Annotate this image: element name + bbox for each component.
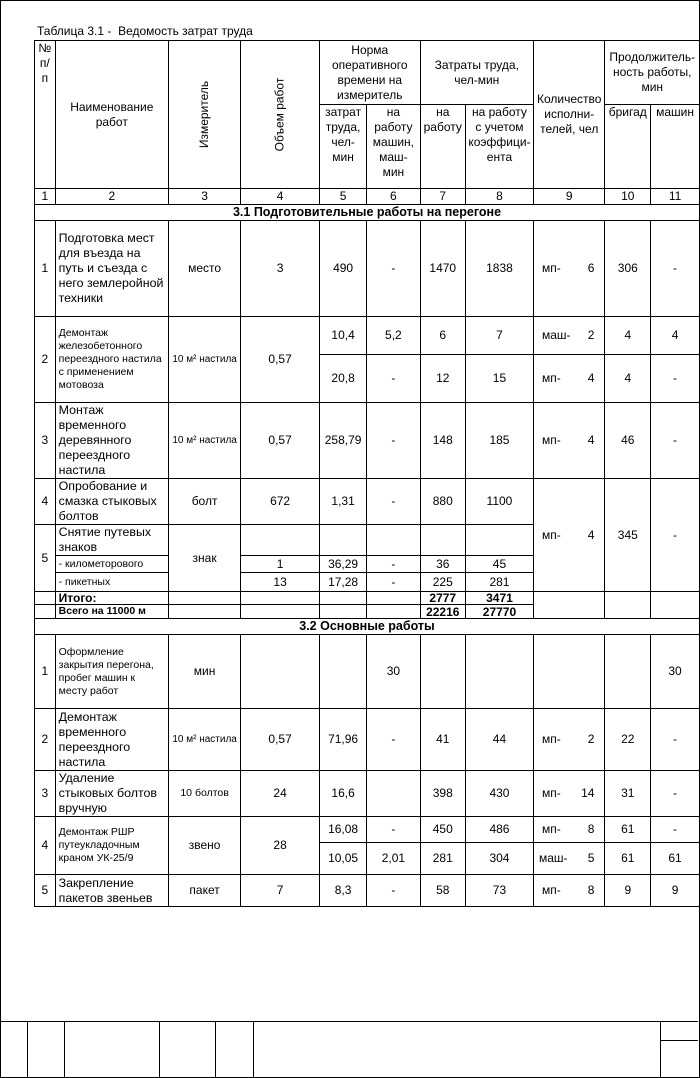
cost-work: 36 <box>420 556 465 573</box>
row-number: 4 <box>35 479 56 525</box>
workers-count: мп- 14 <box>533 771 605 817</box>
work-unit: звено <box>168 817 240 875</box>
work-name: Демонтаж РШР путеукладочным краном УК-25/9 <box>55 817 168 875</box>
column-number: 6 <box>367 189 420 205</box>
norm-machines: - <box>367 556 420 573</box>
duration-machines: - <box>651 709 700 771</box>
total-cost-work: 2777 <box>420 592 465 605</box>
duration-machines: - <box>651 355 700 403</box>
norm-labor: 20,8 <box>319 355 366 403</box>
workers-count: мп- 8 <box>533 817 605 843</box>
column-number: 4 <box>241 189 320 205</box>
work-unit: болт <box>168 479 240 525</box>
header-cost-coef: на работу с учетом коэффици-ента <box>465 105 533 189</box>
column-numbers-row <box>35 189 700 205</box>
cost-coef: 430 <box>465 771 533 817</box>
row-number: 1 <box>35 635 56 709</box>
cost-coef: 486 <box>465 817 533 843</box>
header-duration-brigades: бригад <box>605 105 651 189</box>
grand-total-cost-coef: 27770 <box>465 605 533 619</box>
header-norm-labor: затрат труда, чел-мин <box>319 105 366 189</box>
total-cost-coef: 3471 <box>465 592 533 605</box>
duration-brigades: 306 <box>605 221 651 317</box>
duration-brigades: 345 <box>605 479 651 592</box>
table-row <box>35 403 700 479</box>
cost-work: 1470 <box>420 221 465 317</box>
header-name: Наименование работ <box>55 41 168 189</box>
cost-coef: 1838 <box>465 221 533 317</box>
title-block <box>0 1021 698 1078</box>
work-volume: 24 <box>241 771 320 817</box>
duration-machines: - <box>651 479 700 592</box>
cost-work: 12 <box>420 355 465 403</box>
work-name: Опробование и смазка стыковых болтов <box>55 479 168 525</box>
work-unit: место <box>168 221 240 317</box>
grand-total-row <box>35 605 700 619</box>
workers-count: мп- 4 <box>533 479 605 592</box>
duration-machines: 30 <box>651 635 700 709</box>
cost-coef: 1100 <box>465 479 533 525</box>
work-name: Удаление стыковых болтов вручную <box>55 771 168 817</box>
cost-work: 58 <box>420 875 465 907</box>
norm-machines: - <box>367 221 420 317</box>
duration-brigades: 4 <box>605 317 651 355</box>
title-block-divider <box>27 1022 28 1078</box>
duration-machines: - <box>651 221 700 317</box>
work-name: Монтаж временного деревянного переездного настила <box>55 403 168 479</box>
workers-count: маш- 5 <box>533 843 605 875</box>
table-caption: Таблица 3.1 - Ведомость затрат труда <box>37 24 253 38</box>
work-unit: 10 м² настила <box>168 317 240 403</box>
total-label: Итого: <box>55 592 168 605</box>
duration-brigades: 22 <box>605 709 651 771</box>
norm-machines: - <box>367 479 420 525</box>
grand-total-cost-work: 22216 <box>420 605 465 619</box>
title-block-divider <box>660 1040 698 1041</box>
work-subname: - пикетных <box>55 573 168 592</box>
workers-count: мп- 4 <box>533 355 605 403</box>
title-block-divider <box>64 1022 65 1078</box>
work-name: Демонтаж железобетонного переездного настила с применением мотовоза <box>55 317 168 403</box>
cost-work: 450 <box>420 817 465 843</box>
work-unit: 10 м² настила <box>168 403 240 479</box>
duration-machines: - <box>651 403 700 479</box>
norm-labor: 36,29 <box>319 556 366 573</box>
work-name: Демонтаж временного переездного настила <box>55 709 168 771</box>
row-number: 3 <box>35 771 56 817</box>
title-block-divider <box>159 1022 160 1078</box>
norm-labor: 10,4 <box>319 317 366 355</box>
duration-brigades: 31 <box>605 771 651 817</box>
row-number: 5 <box>35 875 56 907</box>
column-number: 2 <box>55 189 168 205</box>
title-block-divider <box>215 1022 216 1078</box>
workers-count: мп- 8 <box>533 875 605 907</box>
duration-machines: - <box>651 771 700 817</box>
work-volume: 28 <box>241 817 320 875</box>
duration-brigades: 46 <box>605 403 651 479</box>
duration-brigades: 61 <box>605 843 651 875</box>
norm-labor: 490 <box>319 221 366 317</box>
work-name: Закрепление пакетов звеньев <box>55 875 168 907</box>
norm-labor: 16,08 <box>319 817 366 843</box>
header-unit: Измеритель <box>168 41 240 189</box>
work-unit: 10 м² настила <box>168 709 240 771</box>
work-unit: мин <box>168 635 240 709</box>
header-num: № п/п <box>35 41 56 189</box>
duration-brigades: 4 <box>605 355 651 403</box>
column-number: 3 <box>168 189 240 205</box>
cost-work: 41 <box>420 709 465 771</box>
labor-cost-table <box>34 40 700 907</box>
table-row <box>35 221 700 317</box>
work-volume: 0,57 <box>241 709 320 771</box>
norm-labor: 8,3 <box>319 875 366 907</box>
cost-coef: 281 <box>465 573 533 592</box>
norm-machines: - <box>367 875 420 907</box>
cost-work: 6 <box>420 317 465 355</box>
table-row <box>35 635 700 709</box>
norm-labor: 1,31 <box>319 479 366 525</box>
work-volume: 0,57 <box>241 317 320 403</box>
cost-coef: 45 <box>465 556 533 573</box>
row-number: 2 <box>35 317 56 403</box>
header-duration: Продолжитель-ность работы, мин <box>605 41 700 105</box>
duration-brigades: 9 <box>605 875 651 907</box>
workers-count: мп- 6 <box>533 221 605 317</box>
work-name: Подготовка мест для въезда на путь и съезда с него землеройной техники <box>55 221 168 317</box>
work-volume: 0,57 <box>241 403 320 479</box>
norm-labor: 10,05 <box>319 843 366 875</box>
cost-coef: 15 <box>465 355 533 403</box>
duration-machines: 61 <box>651 843 700 875</box>
cost-coef: 7 <box>465 317 533 355</box>
table-row <box>35 709 700 771</box>
row-number: 1 <box>35 221 56 317</box>
work-volume: 672 <box>241 479 320 525</box>
title-block-divider <box>660 1022 661 1078</box>
title-block-divider <box>253 1022 254 1078</box>
row-number: 2 <box>35 709 56 771</box>
cost-coef: 44 <box>465 709 533 771</box>
norm-labor: 71,96 <box>319 709 366 771</box>
cost-coef: 73 <box>465 875 533 907</box>
cost-work: 398 <box>420 771 465 817</box>
work-volume: 13 <box>241 573 320 592</box>
table-row <box>35 317 700 355</box>
workers-count: мп- 4 <box>533 403 605 479</box>
norm-machines: - <box>367 573 420 592</box>
norm-machines: - <box>367 355 420 403</box>
table-row <box>35 479 700 525</box>
cost-coef: 304 <box>465 843 533 875</box>
total-row <box>35 592 700 605</box>
row-number: 4 <box>35 817 56 875</box>
norm-machines: 30 <box>367 635 420 709</box>
duration-brigades: 61 <box>605 817 651 843</box>
cost-work: 281 <box>420 843 465 875</box>
norm-labor: 16,6 <box>319 771 366 817</box>
work-name: Оформление закрытия перегона, пробег машин к месту работ <box>55 635 168 709</box>
cost-coef: 185 <box>465 403 533 479</box>
column-number: 5 <box>319 189 366 205</box>
norm-machines: - <box>367 817 420 843</box>
work-volume: 7 <box>241 875 320 907</box>
table-row <box>35 817 700 843</box>
header-norm: Норма оперативного времени на измеритель <box>319 41 420 105</box>
workers-count: мп- 2 <box>533 709 605 771</box>
work-volume: 1 <box>241 556 320 573</box>
column-number: 9 <box>533 189 605 205</box>
workers-count: маш- 2 <box>533 317 605 355</box>
header-volume: Объем работ <box>241 41 320 189</box>
header-count: Количество исполни-телей, чел <box>533 41 605 189</box>
header-duration-machines: машин <box>651 105 700 189</box>
header-cost: Затраты труда, чел-мин <box>420 41 533 105</box>
section-title: 3.2 Основные работы <box>35 619 700 635</box>
norm-labor: 17,28 <box>319 573 366 592</box>
row-number: 5 <box>35 525 56 592</box>
table-row <box>35 875 700 907</box>
row-number: 3 <box>35 403 56 479</box>
duration-machines: 9 <box>651 875 700 907</box>
column-number: 8 <box>465 189 533 205</box>
column-number: 7 <box>420 189 465 205</box>
cost-work: 880 <box>420 479 465 525</box>
grand-total-label: Всего на 11000 м <box>55 605 168 619</box>
column-number: 11 <box>651 189 700 205</box>
duration-machines: 4 <box>651 317 700 355</box>
cost-work: 148 <box>420 403 465 479</box>
work-unit: пакет <box>168 875 240 907</box>
column-number: 1 <box>35 189 56 205</box>
cost-work: 225 <box>420 573 465 592</box>
work-unit: знак <box>168 525 240 592</box>
norm-machines: - <box>367 709 420 771</box>
section-title: 3.1 Подготовительные работы на перегоне <box>35 205 700 221</box>
table-row <box>35 771 700 817</box>
work-unit: 10 болтов <box>168 771 240 817</box>
duration-machines: - <box>651 817 700 843</box>
norm-machines: 2,01 <box>367 843 420 875</box>
work-subname: - километорового <box>55 556 168 573</box>
header-norm-machines: на работу машин, маш-мин <box>367 105 420 189</box>
work-name: Снятие путевых знаков <box>55 525 168 556</box>
header-cost-work: на работу <box>420 105 465 189</box>
norm-labor: 258,79 <box>319 403 366 479</box>
work-volume: 3 <box>241 221 320 317</box>
column-number: 10 <box>605 189 651 205</box>
norm-machines: 5,2 <box>367 317 420 355</box>
norm-machines: - <box>367 403 420 479</box>
